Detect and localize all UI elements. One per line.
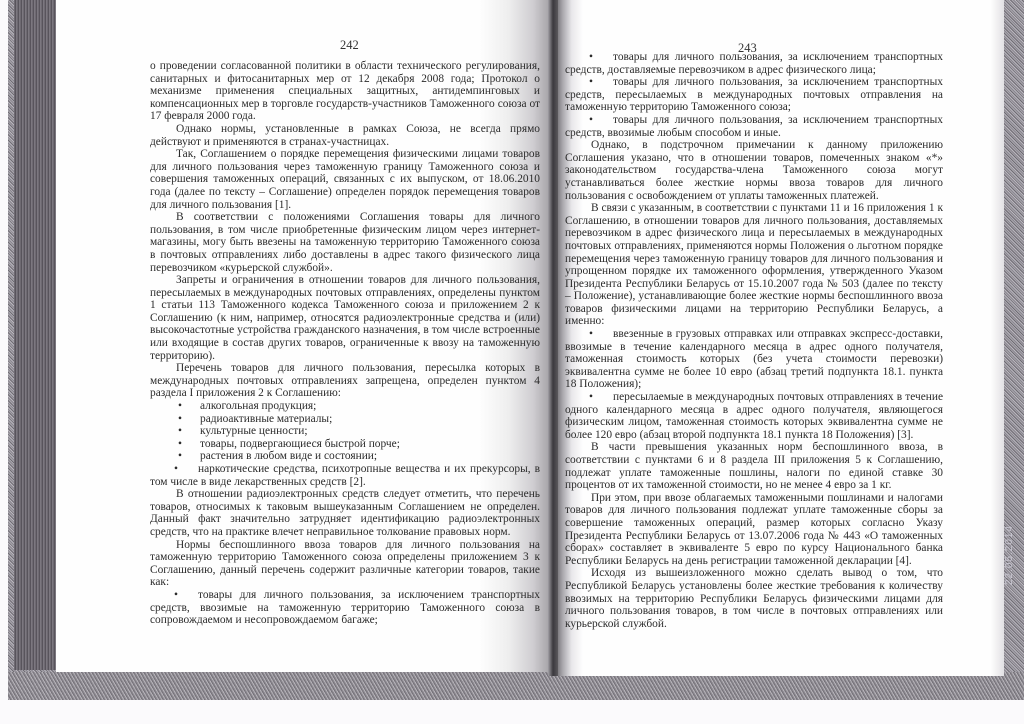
paragraph: Запреты и ограничения в отношении товаров для личного пользования, пересылаемых в международных почтовых отправлениях, определены пунктом 1 статьи 113 Таможенного кодекса Таможенного союза и приложением 2 к Соглашению (к ним, например, относятся радиоэлектронные средства и (или) высокочастотные устройства гражданского назначения, в том числе встроенные или входящие в состав других товаров, ограниченные к ввозу на таможенную территорию). <box>150 274 540 362</box>
paragraph: о проведении согласованной политики в области технического регулирования, санитарных и фитосанитарных мер от 12 декабря 2008 года; Протокол о механизме применения специальных защитных, антидемпинговых и компенсационных мер в торговле государств-участников Таможенного союза от 17 февраля 2000 года. <box>150 60 540 123</box>
paragraph: Так, Соглашением о порядке перемещения физическими лицами товаров для личного пользования через таможенную границу Таможенного союза и совершения таможенных операций, связанных с их выпуском, от 18.06.2010 года (далее по тексту – Соглашение) определен порядок перемещения товаров для личного пользования [1]. <box>150 148 540 211</box>
list-item: • растения в любом виде и состоянии; <box>150 450 540 463</box>
prohibited-items-list <box>150 400 540 463</box>
paragraph: В связи с указанным, в соответствии с пунктами 11 и 16 приложения 1 к Соглашению, в отношении товаров для личного пользования, доставляемых перевозчиком в адрес физического лица и пересылаемых в международных почтовых отправлениях, применяются нормы Положения о льготном порядке перемещения через таможенную границу товаров для личного пользования и упрощенном порядке их таможенного оформления, утвержденного Указом Президента Республики Беларусь от 15.10.2007 года № 503 (далее по тексту – Положение), устанавливающие более жесткие нормы беспошлинного ввоза товаров физическими лицами на территорию Республики Беларусь, а именно: <box>565 202 943 328</box>
right-page-text <box>565 51 943 630</box>
left-page-text <box>150 60 540 627</box>
paragraph: Исходя из вышеизложенного можно сделать вывод о том, что Республикой Беларусь установлены более жесткие требования к количеству ввозимых на территорию Республики Беларусь физическими лицами для личного пользования товаров, в том числе в почтовых отправлениях или курьерской службой. <box>565 567 943 630</box>
list-item: • товары для личного пользования, за исключением транспортных средств, пересылаемых в международных почтовых отправления на таможенную территорию Таможенного союза; <box>565 76 943 114</box>
page-number-left: 242 <box>340 38 359 52</box>
scanner-left-edge <box>14 0 58 670</box>
book-spine <box>548 0 558 676</box>
scanner-bottom-edge <box>8 672 1024 700</box>
list-item: • пересылаемые в международных почтовых отправлениях в течение одного календарного месяца в адрес одного получателя, являющегося физическим лицом, таможенная стоимость которых эквивалентна сумме не более 120 евро (абзац второй подпункта 18.1 пункта 18 Положения) [3]. <box>565 391 943 441</box>
list-item: • культурные ценности; <box>150 425 540 438</box>
date-stamp: 22.05.2014 <box>1004 524 1015 585</box>
paragraph: Однако нормы, установленные в рамках Союза, не всегда прямо действуют и применяются в странах-участницах. <box>150 122 540 148</box>
list-item: • алкогольная продукция; <box>150 400 540 413</box>
page-number-right: 243 <box>738 41 757 55</box>
list-item: • наркотические средства, психотропные вещества и их прекурсоры, в том числе в виде лекарственных средств [2]. <box>150 463 540 488</box>
paragraph: При этом, при ввозе облагаемых таможенными пошлинами и налогами товаров для личного пользования подлежат уплате таможенные сборы за совершение таможенных операций, размер которых согласно Указу Президента Республики Беларусь от 13.07.2006 года № 443 «О таможенных сборах» составляет в эквиваленте 5 евро по курсу Национального банка Республики Беларусь на день регистрации таможенной декларации [4]. <box>565 491 943 567</box>
paragraph: В части превышения указанных норм беспошлинного ввоза, в соответствии с пунктами 6 и 8 раздела III приложения 5 к Соглашению, подлежат уплате таможенные пошлины, налоги по единой ставке 30 процентов от их таможенной стоимости, но не менее 4 евро за 1 кг. <box>565 441 943 492</box>
paragraph: В отношении радиоэлектронных средств следует отметить, что перечень товаров, относимых к таковым вышеуказанным Соглашением не определен. Данный факт значительно затрудняет идентификацию радиоэлектронных средств, что на практике влечет неправильное толкование правовых норм. <box>150 488 540 538</box>
paragraph: Перечень товаров для личного пользования, пересылка которых в международных почтовых отправлениях запрещена, определен пунктом 4 раздела I приложения 2 к Соглашению: <box>150 362 540 400</box>
list-item: • товары для личного пользования, за исключением транспортных средств, доставляемые перевозчиком в адрес физического лица; <box>565 51 943 76</box>
list-item: • ввезенные в грузовых отправках или отправках экспресс-доставки, ввозимые в течение календарного месяца в адрес одного получателя, таможенная стоимость которых (без учета стоимости перевозки) эквивалентна сумме не более 10 евро (абзац третий подпункта 18.1. пункта 18 Положения); <box>565 328 943 391</box>
list-item: • радиоактивные материалы; <box>150 413 540 426</box>
list-item: • товары для личного пользования, за исключением транспортных средств, ввозимые на таможенную территорию Таможенного союза в сопровождаемом и несопровождаемом багаже; <box>150 589 540 627</box>
list-item: • товары, подвергающиеся быстрой порче; <box>150 438 540 451</box>
paragraph: Нормы беспошлинного ввоза товаров для личного пользования на таможенную территорию Таможенного союза определены приложением 3 к Соглашению, данный перечень содержит различные категории товаров, такие как: <box>150 538 540 589</box>
list-item: • товары для личного пользования, за исключением транспортных средств, ввозимые любым способом и иные. <box>565 114 943 139</box>
paragraph: В соответствии с положениями Соглашения товары для личного пользования, в том числе приобретенные физическим лицом через интернет-магазины, могу быть ввезены на таможенную территорию Таможенного союза в почтовых отправлениях либо доставлены в адрес такого физического лица перевозчиком «курьерской службой». <box>150 211 540 274</box>
paragraph: Однако, в подстрочном примечании к данному приложению Соглашения указано, что в отношении товаров, помеченных знаком «*» законодательством государства-члена Таможенного союза могут устанавливаться более жесткие нормы ввоза товаров для личного пользования с освобождением от уплаты таможенных платежей. <box>565 139 943 202</box>
